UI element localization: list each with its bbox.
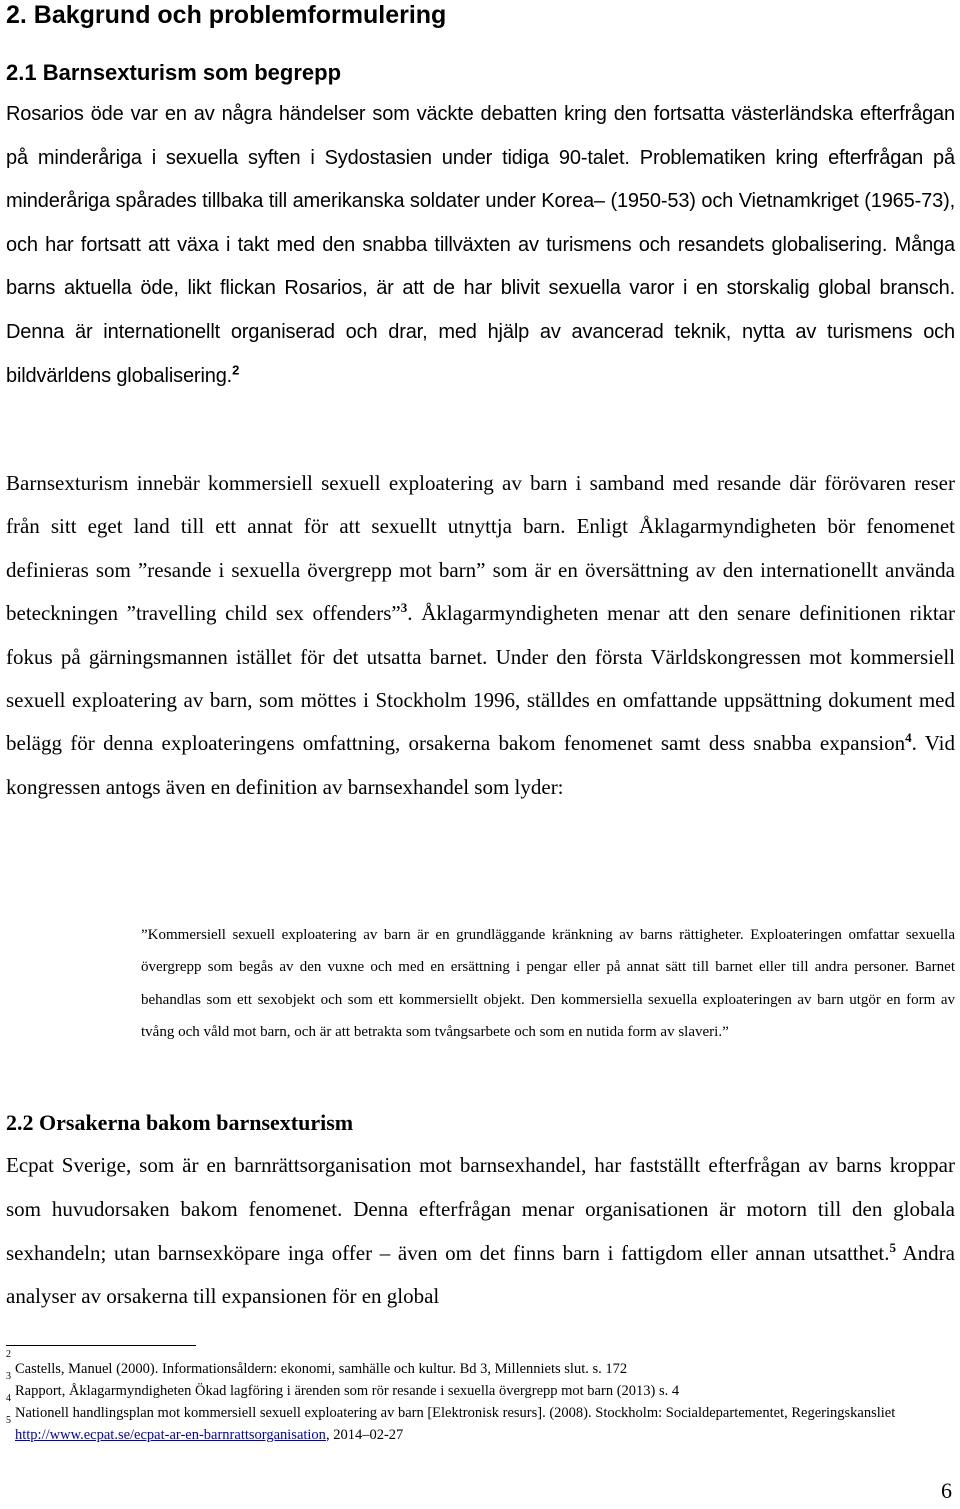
footnote-ref-2[interactable]: 2	[232, 361, 240, 377]
paragraph-definition-text-a: Barnsexturism innebär kommersiell sexuell exploatering av barn i samband med resande där förövaren reser från sitt eget land till ett annat för att sexuellt utnyttja barn. Enligt Åklagarmyndigheten bör fenomenet definieras som ”resande i sexuella övergrepp mot barn” som är en översättning av den internationellt använda beteckningen ”travelling child sex offenders”	[6, 471, 955, 626]
footnote-link[interactable]: http://www.ecpat.se/ecpat-ar-en-barnrattsorganisation	[15, 1427, 326, 1443]
paragraph-definition-text-c: . Vid kongressen antogs även en definition av barnsexhandel som lyder:	[6, 731, 955, 799]
footnote-4	[6, 1393, 955, 1424]
chapter-heading: 2. Bakgrund och problemformulering	[6, 1, 447, 29]
page-number: 6	[941, 1478, 952, 1503]
paragraph-causes-text-b: Andra analyser av orsakerna till expansionen för en global	[6, 1240, 955, 1309]
section-heading-2-1: 2.1 Barnsexturism som begrepp	[6, 60, 342, 85]
footnote-text: , 2014–02-27	[325, 1427, 404, 1443]
footnote-2	[6, 1349, 955, 1380]
footnote-text: Castells, Manuel (2000). Informationsåldern: ekonomi, samhälle och kultur. Bd 3, Millenniets slut. s. 172	[15, 1361, 628, 1377]
footnote-3	[6, 1371, 955, 1402]
footnote-number: 3	[6, 1371, 11, 1382]
paragraph-definition	[6, 462, 955, 809]
footnote-ref-5[interactable]: 5	[889, 1239, 897, 1255]
footnote-5	[6, 1415, 955, 1446]
footnote-number: 2	[6, 1349, 11, 1360]
footnote-ref-3[interactable]: 3	[400, 600, 408, 616]
footnote-number: 4	[6, 1393, 11, 1404]
paragraph-causes-text-a: Ecpat Sverige, som är en barnrättsorganisation mot barnsexhandel, har fastställt efterfrågan av barns kroppar som huvudorsaken bakom fenomenet. Denna efterfrågan menar organisationen är motorn till den globala sexhandeln; utan barnsexköpare inga offer – även om det finns barn i fattigdom eller annan utsatthet.	[6, 1153, 955, 1265]
paragraph-intro-text: Rosarios öde var en av några händelser som väckte debatten kring den fortsatta västerländska efterfrågan på minderåriga i sexuella syften i Sydostasien under tidiga 90-talet. Problematiken kring efterfrågan på minderåriga spårades tillbaka till amerikanska soldater under Korea– (1950-53) och Vietnamkriget (1965-73), och har fortsatt att växa i takt med den snabba tillväxten av turismens och resandets globalisering. Många barns aktuella öde, likt flickan Rosarios, är att de har blivit sexuella varor i en storskalig global bransch. Denna är internationellt organiserad och drar, med hjälp av avancerad teknik, nytta av turismens och bildvärldens globalisering.	[6, 103, 955, 387]
paragraph-intro	[6, 93, 955, 398]
paragraph-definition-text-b: . Åklagarmyndigheten menar att den senare definitionen riktar fokus på gärningsmannen istället för det utsatta barnet. Under den första Världskongressen mot kommersiell sexuell exploatering av barn, som möttes i Stockholm 1996, ställdes en omfattande uppsättning dokument med belägg för denna exploateringens omfattning, orsakerna bakom fenomenet samt dess snabba expansion	[6, 601, 955, 756]
block-quote: ”Kommersiell sexuell exploatering av barn är en grundläggande kränkning av barns rättigheter. Exploateringen omfattar sexuella övergrepp som begås av den vuxne och med en ersättning i pengar eller på annat sätt till barnet eller till andra personer. Barnet behandlas som ett sexobjekt och som ett kommersiellt objekt. Den kommersiella sexuella exploateringen av barn utgör en form av tvång och våld mot barn, och är att betrakta som tvångsarbete och som en nutida form av slaveri.”	[141, 927, 955, 1041]
footnotes	[6, 1349, 955, 1446]
footnote-text: Nationell handlingsplan mot kommersiell sexuell exploatering av barn [Elektronisk resurs]. (2008). Stockholm: Socialdepartementet, Regeringskansliet	[15, 1405, 896, 1421]
footnote-number: 5	[6, 1415, 11, 1426]
footnote-divider	[6, 1345, 196, 1346]
footnote-text: Rapport, Åklagarmyndigheten Ökad lagföring i ärenden som rör resande i sexuella övergrepp mot barn (2013) s. 4	[15, 1383, 680, 1399]
section-heading-2-2: 2.2 Orsakerna bakom barnsexturism	[6, 1110, 354, 1135]
paragraph-causes	[6, 1144, 955, 1319]
footnote-ref-4[interactable]: 4	[905, 730, 912, 746]
